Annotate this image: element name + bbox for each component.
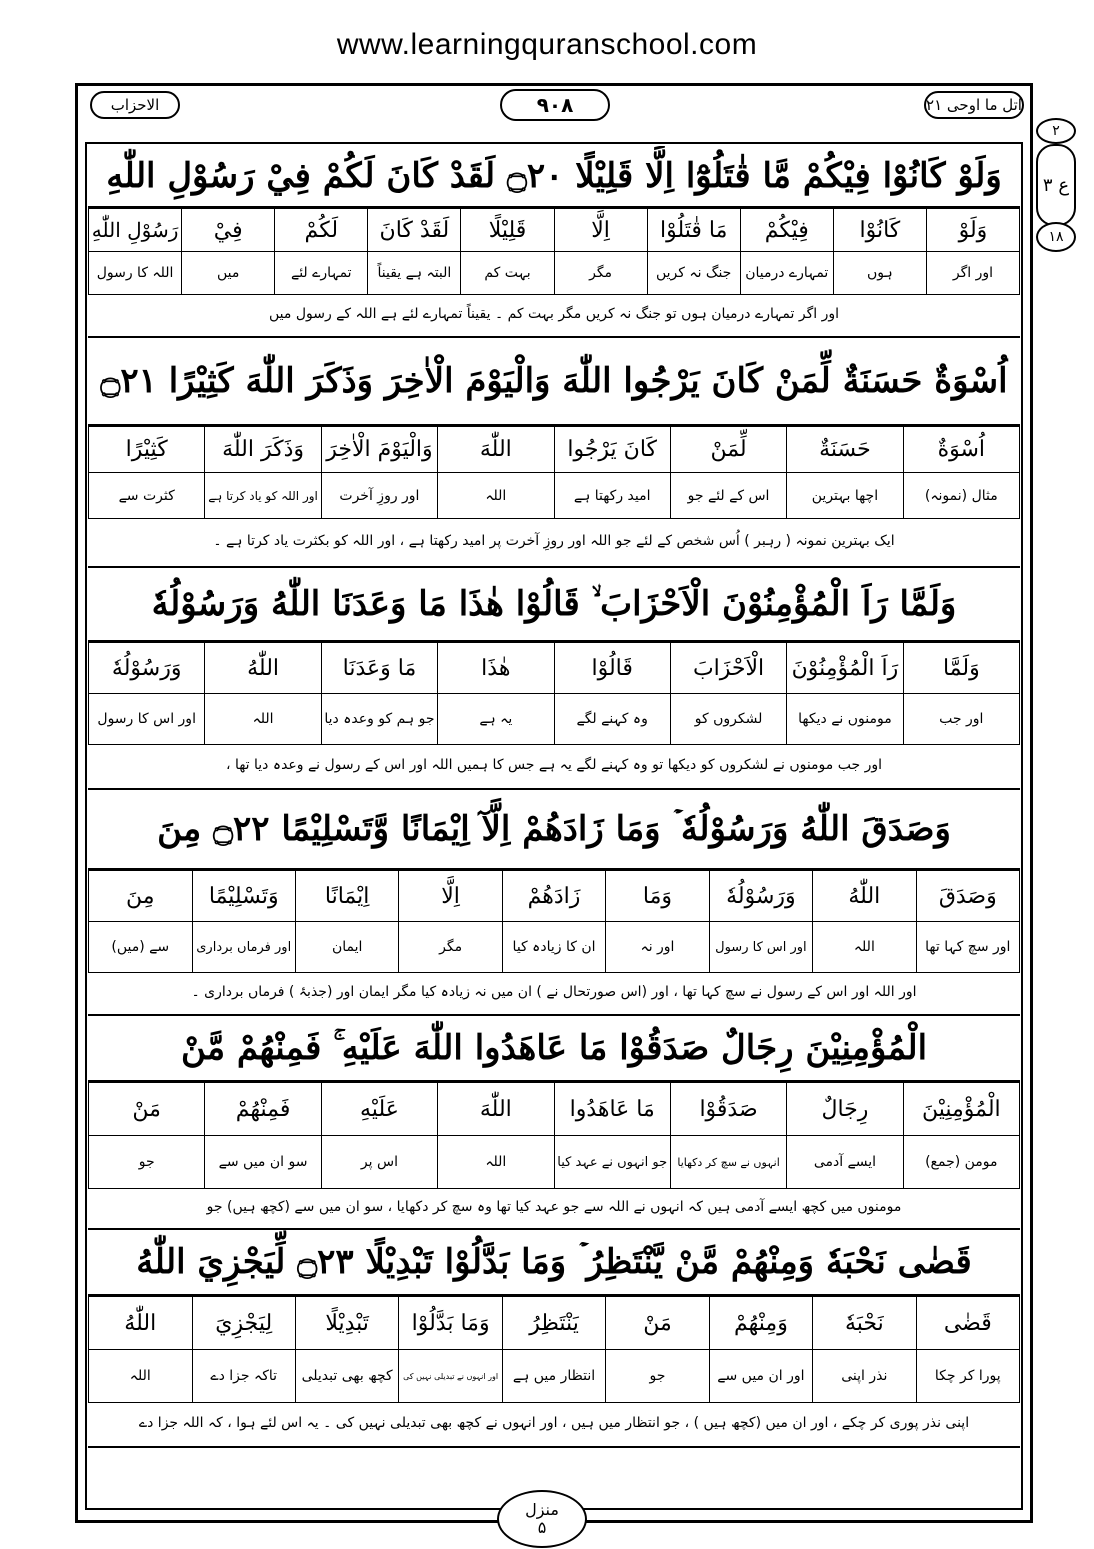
arabic-word-cell: وَرَسُوْلُهٗ — [709, 871, 812, 922]
arabic-word-cell: لَكُمْ — [275, 209, 368, 252]
meaning-cell: بہت کم — [461, 252, 554, 295]
meaning-cell: تمہارے لئے — [275, 252, 368, 295]
arabic-word-cell: اِلَّا — [554, 209, 647, 252]
meaning-cell: ہوں — [833, 252, 926, 295]
arabic-word-cell: الْاَحْزَابَ — [670, 643, 786, 694]
meaning-cell: اللہ — [438, 1136, 554, 1189]
meanings-row — [89, 252, 1020, 295]
arabic-words-row — [89, 209, 1020, 252]
meaning-cell: اور ان میں سے — [709, 1350, 812, 1403]
meaning-cell: میں — [182, 252, 275, 295]
arabic-word-cell: نَحْبَهٗ — [813, 1297, 916, 1350]
meaning-cell: جو — [89, 1136, 205, 1189]
meaning-cell: البتہ ہے یقیناً — [368, 252, 461, 295]
meaning-cell: جو ہم کو وعدہ دیا — [321, 694, 437, 745]
ain-marker: ع ۳ — [1036, 144, 1076, 226]
meaning-cell: کچھ بھی تبدیلی — [295, 1350, 398, 1403]
verse-line: وَصَدَقَ اللّٰهُ وَرَسُوْلُهٗ ۡ وَمَا زَادَهُمْ اِلَّآ اِيْمَانًا وَّتَسْلِيْمًا ۝۲۲ مِنَ — [88, 790, 1020, 870]
meaning-cell: اور انہوں نے تبدیلی نہیں کی — [399, 1350, 502, 1403]
arabic-word-cell: اُسْوَةٌ — [903, 427, 1019, 473]
meaning-cell: سے (میں) — [89, 922, 193, 973]
arabic-word-cell: قَضٰى — [916, 1297, 1019, 1350]
meaning-cell: جو انہوں نے عہد کیا — [554, 1136, 670, 1189]
meaning-cell: اللہ — [813, 922, 916, 973]
verse-line: وَلَمَّا رَاَ الْمُؤْمِنُوْنَ الْاَحْزَابَ ۙ قَالُوْا هٰذَا مَا وَعَدَنَا اللّٰهُ وَرَسُوْلُهٗ — [88, 568, 1020, 642]
arabic-word-cell: زَادَهُمْ — [502, 871, 605, 922]
meaning-cell: یہ ہے — [438, 694, 554, 745]
arabic-word-cell: مَا قٰتَلُوْا — [647, 209, 740, 252]
arabic-word-cell: رَسُوْلِ اللّٰهِ — [89, 209, 182, 252]
ruku-marker: ۲ — [1036, 118, 1076, 144]
word-by-word-table — [88, 208, 1020, 295]
surah-name-label: الاحزاب — [90, 91, 180, 119]
meaning-cell: وہ کہنے لگے — [554, 694, 670, 745]
arabic-word-cell: الْمُؤْمِنِيْنَ — [903, 1083, 1019, 1136]
meaning-cell: اور نہ — [606, 922, 709, 973]
meaning-cell: پورا کر چکا — [916, 1350, 1019, 1403]
arabic-word-cell: اللّٰهُ — [89, 1297, 193, 1350]
meaning-cell: اور فرماں برداری — [192, 922, 295, 973]
meaning-cell: اور اس کا رسول — [89, 694, 205, 745]
word-by-word-table — [88, 1082, 1020, 1189]
meaning-cell: اللہ — [205, 694, 321, 745]
arabic-words-row — [89, 871, 1020, 922]
urdu-translation-line: ایک بہترین نمونہ ( رہبر ) اُس شخص کے لئے جو اللہ اور روزِ آخرت پر امید رکھتا ہے ، اور اللہ کو بکثرت یاد کرتا ہے ۔ — [88, 516, 1020, 568]
arabic-word-cell: صَدَقُوْا — [670, 1083, 786, 1136]
meaning-cell: سو ان میں سے — [205, 1136, 321, 1189]
arabic-word-cell: لَقَدْ كَانَ — [368, 209, 461, 252]
arabic-word-cell: وَصَدَقَ — [916, 871, 1019, 922]
arabic-word-cell: اللّٰهُ — [813, 871, 916, 922]
arabic-word-cell: عَلَيْهِ — [321, 1083, 437, 1136]
arabic-word-cell: وَالْيَوْمَ الْاٰخِرَ — [321, 427, 437, 473]
meaning-cell: انتظار میں ہے — [502, 1350, 605, 1403]
meaning-cell: تاکہ جزا دے — [192, 1350, 295, 1403]
arabic-word-cell: مَنْ — [89, 1083, 205, 1136]
word-by-word-table — [88, 426, 1020, 519]
meaning-cell: لشکروں کو — [670, 694, 786, 745]
meaning-cell: اور سچ کہا تھا — [916, 922, 1019, 973]
arabic-word-cell: وَمِنْهُمْ — [709, 1297, 812, 1350]
meaning-cell: اللہ — [438, 473, 554, 519]
arabic-word-cell: حَسَنَةٌ — [787, 427, 903, 473]
arabic-word-cell: لِّمَنْ — [670, 427, 786, 473]
meaning-cell: مگر — [399, 922, 502, 973]
meaning-cell: ان کا زیادہ کیا — [502, 922, 605, 973]
arabic-word-cell: كَثِيْرًا — [89, 427, 205, 473]
arabic-words-row — [89, 643, 1020, 694]
meaning-cell: ایسے آدمی — [787, 1136, 903, 1189]
meaning-cell: مومنوں نے دیکھا — [787, 694, 903, 745]
arabic-word-cell: وَرَسُوْلُهٗ — [89, 643, 205, 694]
manzil-badge — [497, 1490, 587, 1548]
arabic-words-row — [89, 1083, 1020, 1136]
meaning-cell: مثال (نمونہ) — [903, 473, 1019, 519]
arabic-word-cell: مَا وَعَدَنَا — [321, 643, 437, 694]
arabic-word-cell: وَلَوْ — [926, 209, 1019, 252]
meaning-cell: کثرت سے — [89, 473, 205, 519]
arabic-word-cell: قَلِيْلًا — [461, 209, 554, 252]
meaning-cell: اور اگر — [926, 252, 1019, 295]
arabic-words-row — [89, 427, 1020, 473]
arabic-word-cell: فِيْ — [182, 209, 275, 252]
meaning-cell: مگر — [554, 252, 647, 295]
word-by-word-table — [88, 642, 1020, 745]
arabic-word-cell: وَتَسْلِيْمًا — [192, 871, 295, 922]
arabic-word-cell: وَمَا — [606, 871, 709, 922]
meaning-cell: انہوں نے سچ کر دکھایا — [670, 1136, 786, 1189]
arabic-word-cell: اللّٰهَ — [438, 1083, 554, 1136]
meanings-row — [89, 473, 1020, 519]
arabic-word-cell: مِنَ — [89, 871, 193, 922]
arabic-word-cell: يَنْتَظِرُ — [502, 1297, 605, 1350]
meaning-cell: اچھا بہترین — [787, 473, 903, 519]
urdu-translation-line: اور اگر تمہارے درمیان ہوں تو جنگ نہ کریں مگر بہت کم ۔ یقیناً تمہارے لئے ہے اللہ کے رسول میں — [88, 292, 1020, 338]
verse-line: وَلَوْ كَانُوْا فِيْكُمْ مَّا قٰتَلُوْٓا اِلَّا قَلِيْلًا ۝۲۰ لَقَدْ كَانَ لَكُمْ فِيْ رَسُوْلِ اللّٰهِ — [88, 146, 1020, 208]
arabic-word-cell: اللّٰهَ — [438, 427, 554, 473]
meaning-cell: اس کے لئے جو — [670, 473, 786, 519]
meaning-cell: جو — [606, 1350, 709, 1403]
word-by-word-table — [88, 870, 1020, 973]
site-url: www.learningquranschool.com — [336, 28, 758, 61]
arabic-word-cell: فَمِنْهُمْ — [205, 1083, 321, 1136]
arabic-word-cell: اِلَّا — [399, 871, 502, 922]
urdu-translation-line: اور اللہ اور اس کے رسول نے سچ کہا تھا ، اور (اس صورتحال نے ) ان میں نہ زیادہ کیا مگر ایمان اور (جذبۂ ) فرماں برداری ۔ — [88, 970, 1020, 1016]
verse-line: الْمُؤْمِنِيْنَ رِجَالٌ صَدَقُوْا مَا عَاهَدُوا اللّٰهَ عَلَيْهِ ۚ فَمِنْهُمْ مَّنْ — [88, 1016, 1020, 1082]
meaning-cell: ایمان — [295, 922, 398, 973]
arabic-word-cell: رَاَ الْمُؤْمِنُوْنَ — [787, 643, 903, 694]
meaning-cell: مومن (جمع) — [903, 1136, 1019, 1189]
meaning-cell: امید رکھتا ہے — [554, 473, 670, 519]
meanings-row — [89, 1136, 1020, 1189]
arabic-word-cell: كَانُوْا — [833, 209, 926, 252]
meaning-cell: جنگ نہ کریں — [647, 252, 740, 295]
arabic-word-cell: تَبْدِيْلًا — [295, 1297, 398, 1350]
arabic-word-cell: وَمَا بَدَّلُوْا — [399, 1297, 502, 1350]
manzil-number: ۵ — [537, 1518, 547, 1537]
meaning-cell: اللہ — [89, 1350, 193, 1403]
urdu-translation-line: اور جب مومنوں نے لشکروں کو دیکھا تو وہ کہنے لگے یہ ہے جس کا ہمیں اللہ اور اس کے رسول نے وعدہ دیا تھا ، — [88, 742, 1020, 790]
meanings-row — [89, 694, 1020, 745]
arabic-word-cell: فِيْكُمْ — [740, 209, 833, 252]
urdu-translation-line: اپنی نذر پوری کر چکے ، اور ان میں (کچھ ہیں ) ، جو انتظار میں ہیں ، اور انہوں نے کچھ بھی تبدیلی نہیں کی ۔ یہ اس لئے ہوا ، کہ اللہ جزا دے — [88, 1400, 1020, 1448]
arabic-word-cell: هٰذَا — [438, 643, 554, 694]
meaning-cell: اور اس کا رسول — [709, 922, 812, 973]
meaning-cell: اس پر — [321, 1136, 437, 1189]
urdu-translation-line: مومنوں میں کچھ ایسے آدمی ہیں کہ انہوں نے اللہ سے جو عہد کیا تھا وہ سچ کر دکھایا ، سو ان میں سے (کچھ ہیں) جو — [88, 1186, 1020, 1230]
meaning-cell: تمہارے درمیان — [740, 252, 833, 295]
page-number: ۹۰۸ — [500, 89, 610, 121]
verse-count-marker: ۱۸ — [1036, 222, 1076, 252]
arabic-word-cell: قَالُوْا — [554, 643, 670, 694]
arabic-word-cell: مَنْ — [606, 1297, 709, 1350]
arabic-word-cell: وَذَكَرَ اللّٰهَ — [205, 427, 321, 473]
arabic-word-cell: وَلَمَّا — [903, 643, 1019, 694]
manzil-label: منزل — [525, 1500, 559, 1520]
meaning-cell: اور اللہ کو یاد کرتا ہے — [205, 473, 321, 519]
meanings-row — [89, 922, 1020, 973]
verse-line: اُسْوَةٌ حَسَنَةٌ لِّمَنْ كَانَ يَرْجُوا اللّٰهَ وَالْيَوْمَ الْاٰخِرَ وَذَكَرَ اللّٰهَ كَثِيْرًا ۝۲۱ — [88, 338, 1020, 426]
meaning-cell: اور روزِ آخرت — [321, 473, 437, 519]
arabic-word-cell: اللّٰهُ — [205, 643, 321, 694]
arabic-word-cell: مَا عَاهَدُوا — [554, 1083, 670, 1136]
meaning-cell: اور جب — [903, 694, 1019, 745]
meaning-cell: نذر اپنی — [813, 1350, 916, 1403]
meaning-cell: اللہ کا رسول — [89, 252, 182, 295]
arabic-word-cell: رِجَالٌ — [787, 1083, 903, 1136]
arabic-words-row — [89, 1297, 1020, 1350]
arabic-word-cell: اِيْمَانًا — [295, 871, 398, 922]
para-name-label: اتل ما اوحی ۲۱ — [924, 91, 1024, 119]
word-by-word-table — [88, 1296, 1020, 1403]
verse-line: قَضٰى نَحْبَهٗ وَمِنْهُمْ مَّنْ يَّنْتَظِرُ ۡ وَمَا بَدَّلُوْا تَبْدِيْلًا ۝۲۳ لِّيَجْزِيَ اللّٰهُ — [88, 1230, 1020, 1296]
arabic-word-cell: كَانَ يَرْجُوا — [554, 427, 670, 473]
meanings-row — [89, 1350, 1020, 1403]
arabic-word-cell: لِيَجْزِيَ — [192, 1297, 295, 1350]
